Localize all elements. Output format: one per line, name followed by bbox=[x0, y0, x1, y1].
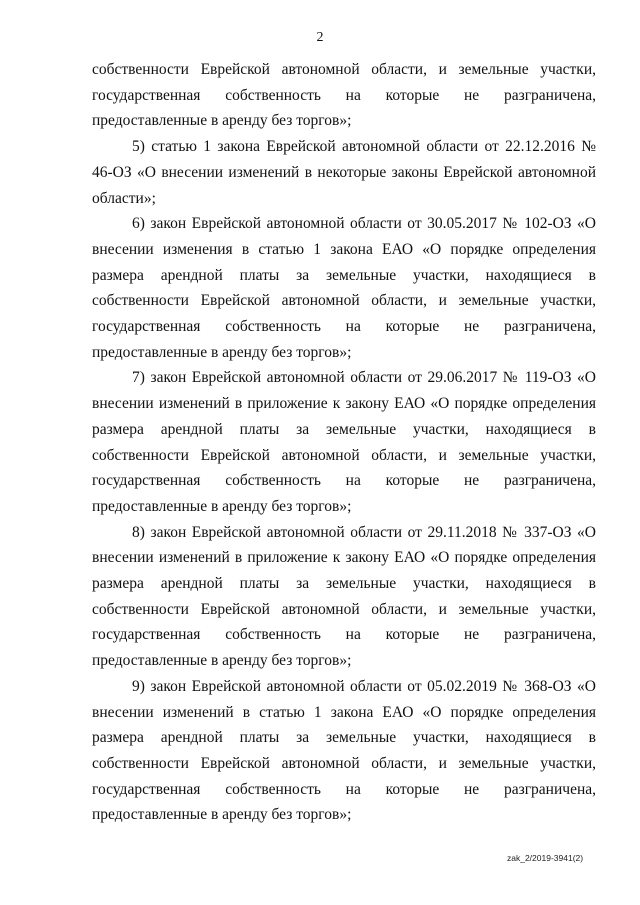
footer-document-code: zak_2/2019-3941(2) bbox=[507, 853, 584, 863]
paragraph-continuation: собственности Еврейской автономной области, и земельные участки, государственная собственность на которые не разграничена, предоставленные в аренду без торгов»; bbox=[92, 61, 596, 130]
list-item-7: 7) закон Еврейской автономной области от 29.06.2017 № 119-ОЗ «О внесении изменений в приложение к закону ЕАО «О порядке определения размера арендной платы за земельные участки, находящиеся в собственности Еврейской автономной области, и земельные участки, государственная собственность на которые не разграничена, предоставленные в аренду без торгов»; bbox=[92, 369, 596, 515]
list-item-5: 5) статью 1 закона Еврейской автономной области от 22.12.2016 № 46-ОЗ «О внесении изменений в некоторые законы Еврейской автономной области»; bbox=[92, 138, 596, 207]
page-number: 2 bbox=[316, 30, 324, 45]
document-body bbox=[92, 57, 596, 828]
list-item-8: 8) закон Еврейской автономной области от 29.11.2018 № 337-ОЗ «О внесении изменений в приложение к закону ЕАО «О порядке определения размера арендной платы за земельные участки, находящиеся в собственности Еврейской автономной области, и земельные участки, государственная собственность на которые не разграничена, предоставленные в аренду без торгов»; bbox=[92, 523, 596, 670]
list-item-9: 9) закон Еврейской автономной области от 05.02.2019 № 368-ОЗ «О внесении изменений в статью 1 закона ЕАО «О порядке определения размера арендной платы за земельные участки, находящиеся в собственности Еврейской автономной области, и земельные участки, государственная собственность на которые не разграничена, предоставленные в аренду без торгов»; bbox=[92, 677, 596, 824]
list-item-6: 6) закон Еврейской автономной области от 30.05.2017 № 102-ОЗ «О внесении изменения в статью 1 закона ЕАО «О порядке определения размера арендной платы за земельные участки, находящиеся в собственности Еврейской автономной области, и земельные участки, государственная собственность на которые не разграничена, предоставленные в аренду без торгов»; bbox=[92, 215, 596, 361]
